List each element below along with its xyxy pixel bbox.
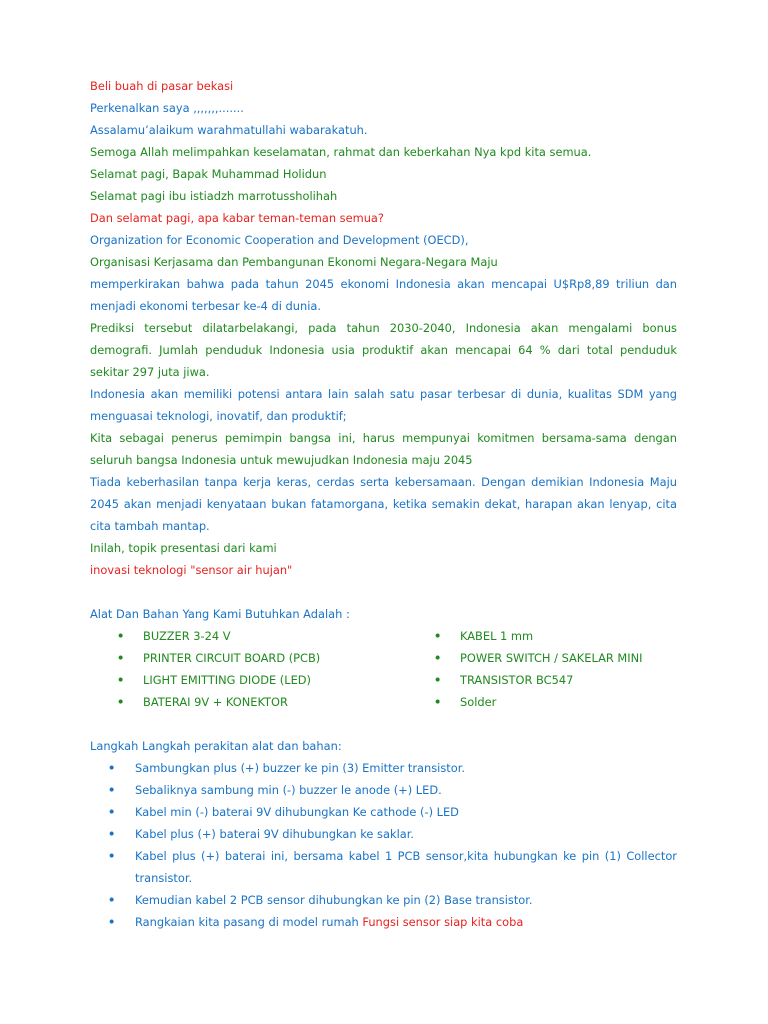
paragraph-economy-2045: memperkirakan bahwa pada tahun 2045 ekonomi Indonesia akan mencapai U$Rp8,89 triliun dan menjadi ekonomi terbesar ke-4 di dunia. xyxy=(90,277,677,313)
list-item: • BUZZER 3-24 V xyxy=(117,625,434,647)
spacer xyxy=(90,713,677,735)
step-item: • Sebaliknya sambung min (-) buzzer le anode (+) LED. xyxy=(108,779,677,801)
paragraph-hard-work: Tiada keberhasilan tanpa kerja keras, cerdas serta kebersamaan. Dengan demikian Indonesia Maju 2045 akan menjadi kenyataan bukan fatamorgana, ketika semakin dekat, harapan akan lenyap, cita cita tambah mantap. xyxy=(90,475,677,533)
line-topic-title: inovasi teknologi "sensor air hujan" xyxy=(90,563,293,577)
step-item: • Kabel plus (+) baterai 9V dihubungkan ke saklar. xyxy=(108,823,677,845)
steps-list xyxy=(90,757,677,933)
paragraph-demographic-bonus: Prediksi tersebut dilatarbelakangi, pada tahun 2030-2040, Indonesia akan mengalami bonus demografi. Jumlah penduduk Indonesia usia produktif akan mencapai 64 % dari total penduduk sekitar 297 juta jiwa. xyxy=(90,321,677,379)
step-final-text: Rangkaian kita pasang di model rumah xyxy=(135,915,363,929)
list-item: • POWER SWITCH / SAKELAR MINI xyxy=(434,647,642,669)
steps-heading: Langkah Langkah perakitan alat dan bahan: xyxy=(90,739,342,753)
line-title: Beli buah di pasar bekasi xyxy=(90,79,234,93)
list-item: • TRANSISTOR BC547 xyxy=(434,669,642,691)
materials-heading: Alat Dan Bahan Yang Kami Butuhkan Adalah : xyxy=(90,607,350,621)
spacer xyxy=(90,581,677,603)
list-item: • LIGHT EMITTING DIODE (LED) xyxy=(117,669,434,691)
line-greeting-ibu: Selamat pagi ibu istiadzh marrotussholihah xyxy=(90,189,338,203)
materials-list xyxy=(90,625,677,713)
line-oecd: Organization for Economic Cooperation and Development (OECD), xyxy=(90,233,469,247)
materials-column-right xyxy=(434,625,642,713)
step-item: • Sambungkan plus (+) buzzer ke pin (3) Emitter transistor. xyxy=(108,757,677,779)
list-item: • KABEL 1 mm xyxy=(434,625,642,647)
paragraph-commitment: Kita sebagai penerus pemimpin bangsa ini, harus mempunyai komitmen bersama-sama dengan seluruh bangsa Indonesia untuk mewujudkan Indonesia maju 2045 xyxy=(90,431,677,467)
line-greeting-salam: Assalamu’alaikum warahmatullahi wabarakatuh. xyxy=(90,123,368,137)
step-final-highlight: Fungsi sensor siap kita coba xyxy=(362,915,524,929)
step-item: • Kemudian kabel 2 PCB sensor dihubungkan ke pin (2) Base transistor. xyxy=(108,889,677,911)
list-item: • Solder xyxy=(434,691,642,713)
materials-column-left xyxy=(90,625,434,713)
step-item: • Kabel min (-) baterai 9V dihubungkan Ke cathode (-) LED xyxy=(108,801,677,823)
list-item: • BATERAI 9V + KONEKTOR xyxy=(117,691,434,713)
step-item-final xyxy=(108,911,677,933)
line-greeting-bapak: Selamat pagi, Bapak Muhammad Holidun xyxy=(90,167,327,181)
document-page xyxy=(90,75,677,933)
line-topic-intro: Inilah, topik presentasi dari kami xyxy=(90,541,277,555)
line-introduction: Perkenalkan saya ,,,,,,,....... xyxy=(90,101,244,115)
line-oecd-translation: Organisasi Kerjasama dan Pembangunan Ekonomi Negara-Negara Maju xyxy=(90,255,498,269)
step-item: • Kabel plus (+) baterai ini, bersama kabel 1 PCB sensor,kita hubungkan ke pin (1) Collector transistor. xyxy=(108,845,677,889)
line-blessing: Semoga Allah melimpahkan keselamatan, rahmat dan keberkahan Nya kpd kita semua. xyxy=(90,145,592,159)
list-item: • PRINTER CIRCUIT BOARD (PCB) xyxy=(117,647,434,669)
paragraph-potential: Indonesia akan memiliki potensi antara lain salah satu pasar terbesar di dunia, kualitas SDM yang menguasai teknologi, inovatif, dan produktif; xyxy=(90,387,677,423)
line-greeting-friends: Dan selamat pagi, apa kabar teman-teman semua? xyxy=(90,211,384,225)
